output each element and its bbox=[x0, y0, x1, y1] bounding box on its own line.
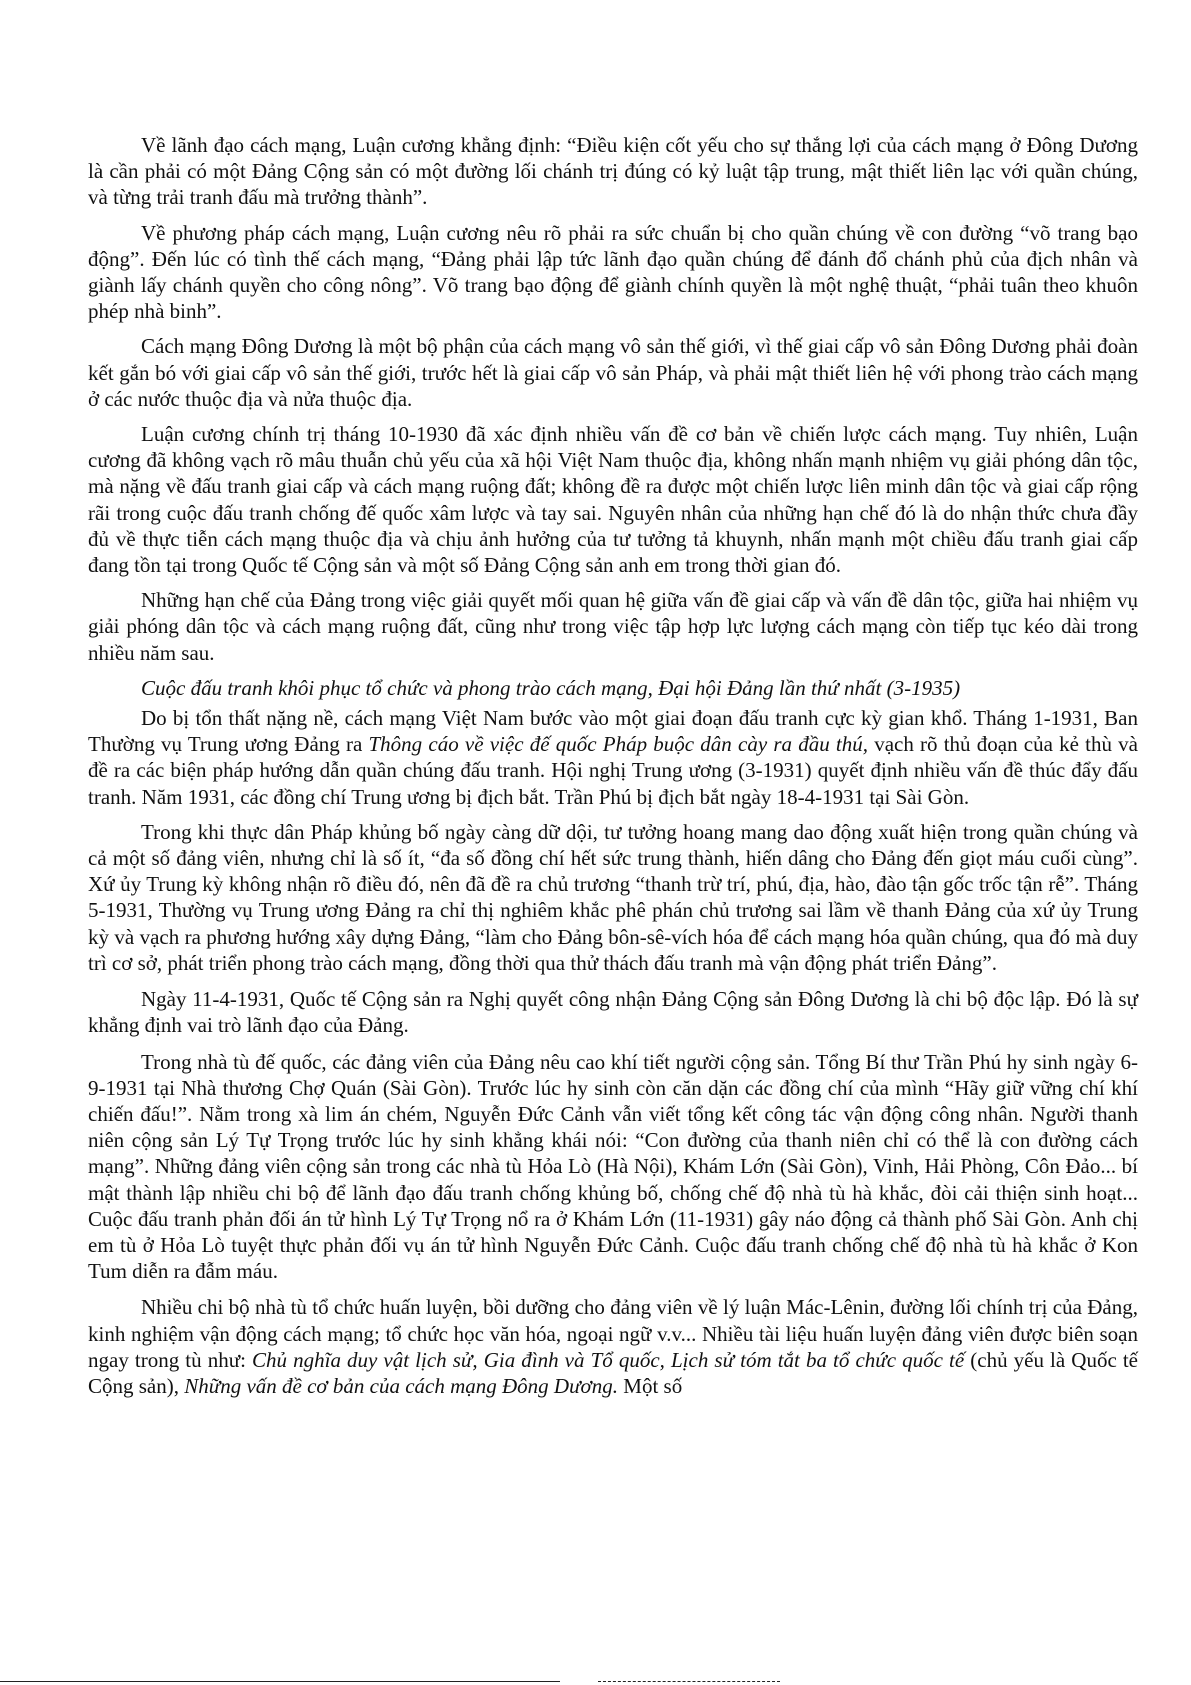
paragraph-text: (chủ yếu là Quốc tế Cộng sản), bbox=[88, 1347, 1139, 1398]
paragraph-comintern-resolution: Ngày 11-4-1931, Quốc tế Cộng sản ra Nghị quyết công nhận Đảng Cộng sản Đông Dương là chi bộ độc lập. Đó là sự khẳng định vai trò lãnh đạo của Đảng. bbox=[88, 987, 1138, 1038]
section-heading: Cuộc đấu tranh khôi phục tổ chức và phong trào cách mạng, Đại hội Đảng lần thứ nhất (3-1935) bbox=[141, 675, 961, 700]
document-page bbox=[88, 132, 1138, 1408]
paragraph-prison-training bbox=[88, 1294, 1138, 1399]
document-title-italic: Những vấn đề cơ bản của cách mạng Đông Dương. bbox=[184, 1373, 619, 1398]
paragraph-text: Một số bbox=[618, 1373, 683, 1398]
paragraph-thesis-assessment: Luận cương chính trị tháng 10-1930 đã xác định nhiều vấn đề cơ bản về chiến lược cách mạng. Tuy nhiên, Luận cương đã không vạch rõ mâu thuẫn chủ yếu của xã hội Việt Nam thuộc địa, không nhấn mạnh nhiệm vụ giải phóng dân tộc, mà nặng về đấu tranh giai cấp và cách mạng ruộng đất; không đề ra được một chiến lược liên minh dân tộc và giai cấp rộng rãi trong cuộc đấu tranh chống đế quốc xâm lược và tay sai. Nguyên nhân của những hạn chế đó là do nhận thức chưa đầy đủ về thực tiễn cách mạng thuộc địa và chịu ảnh hưởng của tư tưởng tả khuynh, nhấn mạnh một chiều đấu tranh giai cấp đang tồn tại trong Quốc tế Cộng sản và một số Đảng Cộng sản anh em trong thời gian đó. bbox=[88, 422, 1138, 578]
paragraph-text: vạch rõ thủ đoạn của kẻ thù và đề ra các biện pháp hướng dẫn quần chúng đấu tranh. Hội nghị Trung ương (3-1931) quyết định nhiều vấn đề thúc đẩy đấu tranh. Năm 1931, các đồng chí Trung ương bị địch bắt. Trần Phú bị địch bắt ngày 18-4-1931 tại Sài Gòn. bbox=[88, 732, 1138, 809]
paragraph-world-revolution: Cách mạng Đông Dương là một bộ phận của cách mạng vô sản thế giới, vì thế giai cấp vô sản Đông Dương phải đoàn kết gắn bó với giai cấp vô sản thế giới, trước hết là giai cấp vô sản Pháp, và phải mật thiết liên hệ với phong trào cách mạng ở các nước thuộc địa và nửa thuộc địa. bbox=[88, 334, 1138, 411]
paragraph-text: Do bị tổn thất nặng nề, cách mạng Việt Nam bước vào một giai đoạn đấu tranh cực kỳ gian khổ. Tháng 1-1931, Ban Thường vụ Trung ương Đảng ra bbox=[88, 706, 1138, 757]
paragraph-prison-struggle: Trong nhà tù đế quốc, các đảng viên của Đảng nêu cao khí tiết người cộng sản. Tổng Bí thư Trần Phú hy sinh ngày 6-9-1931 tại Nhà thương Chợ Quán (Sài Gòn). Trước lúc hy sinh còn căn dặn các đồng chí của mình “Hãy giữ vững chí khí chiến đấu!”. Nằm trong xà lim án chém, Nguyễn Đức Cảnh vẫn viết tổng kết công tác vận động công nhân. Người thanh niên cộng sản Lý Tự Trọng trước lúc hy sinh khẳng khái nói: “Con đường của thanh niên chỉ có thể là con đường cách mạng”. Những đảng viên cộng sản trong các nhà tù Hỏa Lò (Hà Nội), Khám Lớn (Sài Gòn), Vinh, Hải Phòng, Côn Đảo... bí mật thành lập nhiều chi bộ để lãnh đạo đấu tranh chống khủng bố, chống chế độ nhà tù hà khắc, đòi cải thiện sinh hoạt... Cuộc đấu tranh phản đối án tử hình Lý Tự Trọng nổ ra ở Khám Lớn (11-1931) gây náo động cả thành phố Sài Gòn. Anh chị em tù ở Hỏa Lò tuyệt thực phản đối vụ án tử hình Nguyễn Đức Cảnh. Cuộc đấu tranh chống chế độ nhà tù hà khắc ở Kon Tum diễn ra đẫm máu. bbox=[88, 1049, 1138, 1284]
paragraph-leadership: Về lãnh đạo cách mạng, Luận cương khẳng định: “Điều kiện cốt yếu cho sự thắng lợi của cách mạng ở Đông Dương là cần phải có một Đảng Cộng sản có một đường lối chánh trị đúng có kỷ luật tập trung, mật thiết liên lạc với quần chúng, và từng trải tranh đấu mà trưởng thành”. bbox=[88, 133, 1138, 210]
document-titles-italic: Chủ nghĩa duy vật lịch sử, Gia đình và Tổ quốc, Lịch sử tóm tắt ba tổ chức quốc tế bbox=[252, 1347, 965, 1372]
paragraph-text: Nhiều chi bộ nhà tù tổ chức huấn luyện, bồi dưỡng cho đảng viên về lý luận Mác-Lênin, đường lối chính trị của Đảng, kinh nghiệm vận động cách mạng; tổ chức học văn hóa, ngoại ngữ v.v... Nhiều tài liệu huấn luyện đảng viên được biên soạn ngay trong tù như: bbox=[88, 1295, 1138, 1372]
paragraph-terror: Trong khi thực dân Pháp khủng bố ngày càng dữ dội, tư tưởng hoang mang dao động xuất hiện trong quần chúng và cả một số đảng viên, nhưng chỉ là số ít, “đa số đồng chí hết sức trung thành, hiến dâng cho Đảng đến giọt máu cuối cùng”. Xứ ủy Trung kỳ không nhận rõ điều đó, nên đã đề ra chủ trương “thanh trừ trí, phú, địa, hào, đào tận gốc trốc tận rễ”. Tháng 5-1931, Thường vụ Trung ương Đảng ra chỉ thị nghiêm khắc phê phán chủ trương sai lầm về thanh Đảng của xứ ủy Trung kỳ và vạch ra phương hướng xây dựng Đảng, “làm cho Đảng bôn-sê-vích hóa để cách mạng hóa quần chúng, qua đó mà duy trì cơ sở, phát triển phong trào cách mạng, đồng thời qua thử thách đấu tranh mà vận động phát triển Đảng”. bbox=[88, 819, 1138, 975]
paragraph-losses-1931 bbox=[88, 705, 1138, 810]
paragraph-limitations: Những hạn chế của Đảng trong việc giải quyết mối quan hệ giữa vấn đề giai cấp và vấn đề dân tộc, giữa hai nhiệm vụ giải phóng dân tộc và cách mạng ruộng đất, cũng như trong việc tập hợp lực lượng cách mạng còn tiếp tục kéo dài trong nhiều năm sau. bbox=[88, 588, 1138, 665]
footer-divider bbox=[0, 1681, 560, 1682]
paragraph-method: Về phương pháp cách mạng, Luận cương nêu rõ phải ra sức chuẩn bị cho quần chúng về con đường “võ trang bạo động”. Đến lúc có tình thế cách mạng, “Đảng phải lập tức lãnh đạo quần chúng để đánh đổ chánh phủ của địch nhân và giành lấy chánh quyền cho công nông”. Võ trang bạo động để giành chính quyền là một nghệ thuật, “phải tuân theo khuôn phép nhà binh”. bbox=[88, 220, 1138, 324]
document-title-italic: Thông cáo về việc đế quốc Pháp buộc dân cày ra đầu thú, bbox=[368, 732, 868, 757]
footer-divider-dashed bbox=[598, 1681, 780, 1682]
